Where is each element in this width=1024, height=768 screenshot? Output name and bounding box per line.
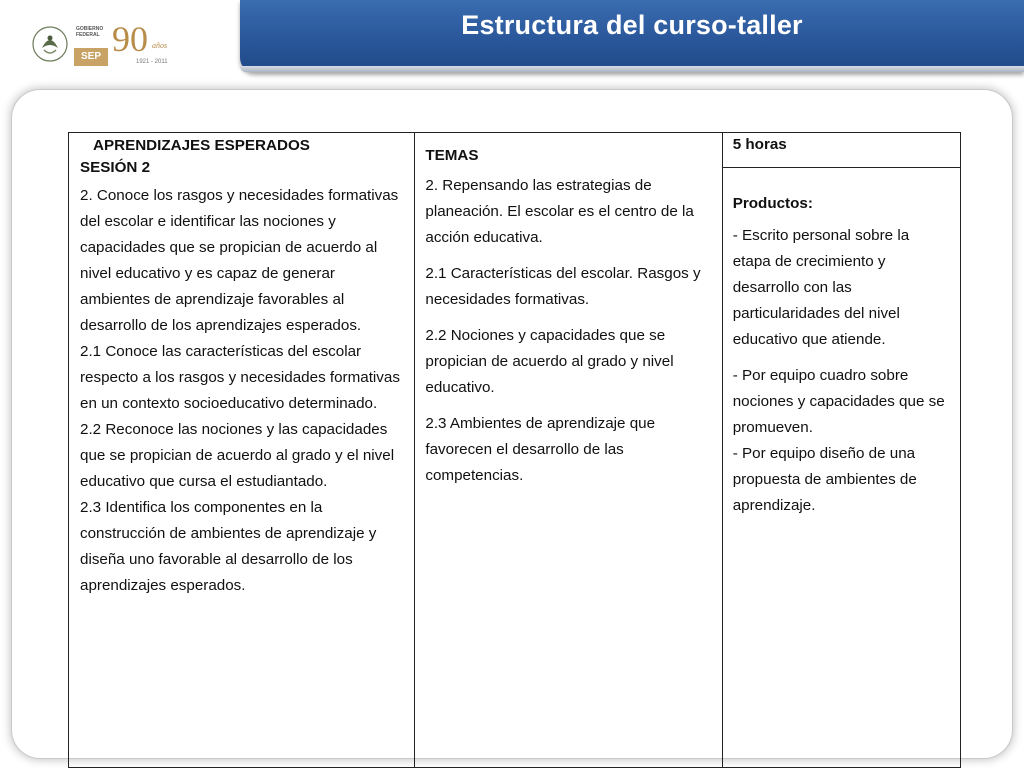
products-heading: Productos: [732,195,813,212]
hours-cell: 5 horas [722,133,960,168]
session-label: SESIÓN 2 [80,159,151,176]
sep-90-logo [30,18,180,70]
learning-outcome-item: 2.3 Identifica los componentes en la construcción de ambientes de aprendizaje y diseña uno favorable al desarrollo de los aprendizajes esperados. [80,499,377,594]
topic-item: 2.3 Ambientes de aprendizaje que favorecen el desarrollo de las competencias. [425,415,656,484]
sep-badge [74,22,108,66]
anniversary-number: 90 [112,19,148,59]
learning-outcomes-cell [69,133,415,768]
gov-label: GOBIERNO FEDERAL [74,24,108,48]
learning-outcome-item: 2.1 Conoce las características del escolar respecto a los rasgos y necesidades formativas en un contexto socioeducativo determinado. [80,343,400,412]
anniversary-word: años [152,41,168,50]
topic-item: 2.2 Nociones y capacidades que se propician de acuerdo al grado y nivel educativo. [425,327,674,396]
topics-cell [415,133,722,768]
topics-heading: TEMAS [425,147,479,164]
learning-outcome-item: 2. Conoce los rasgos y necesidades formativas del escolar e identificar las nociones y capacidades que se propician de acuerdo al nivel educativo y es capaz de generar ambientes de aprendizaje favorables al desarrollo de los aprendizajes esperados. [80,187,399,334]
product-item: - Por equipo diseño de una propuesta de ambientes de aprendizaje. [732,445,917,514]
anniversary-mark [112,19,176,69]
page-title: Estructura del curso-taller [461,10,803,40]
topic-item: 2. Repensando las estrategias de planeación. El escolar es el centro de la acción educativa. [425,177,694,246]
products-cell [722,168,960,768]
learning-outcomes-heading: APRENDIZAJES ESPERADOS [93,137,310,154]
product-item: - Escrito personal sobre la etapa de crecimiento y desarrollo con las particularidades del nivel educativo que atiende. [732,227,910,348]
course-structure-table [68,132,961,768]
mexican-eagle-seal-icon [30,22,70,66]
anniversary-years: 1921 - 2011 [136,59,168,65]
product-item: - Por equipo cuadro sobre nociones y capacidades que se promueven. [732,367,945,436]
learning-outcome-item: 2.2 Reconoce las nociones y las capacidades que se propician de acuerdo al grado y el nivel educativo que cursa el estudiantado. [80,421,395,490]
sep-label: SEP [74,48,108,66]
topic-item: 2.1 Características del escolar. Rasgos y necesidades formativas. [425,265,701,308]
